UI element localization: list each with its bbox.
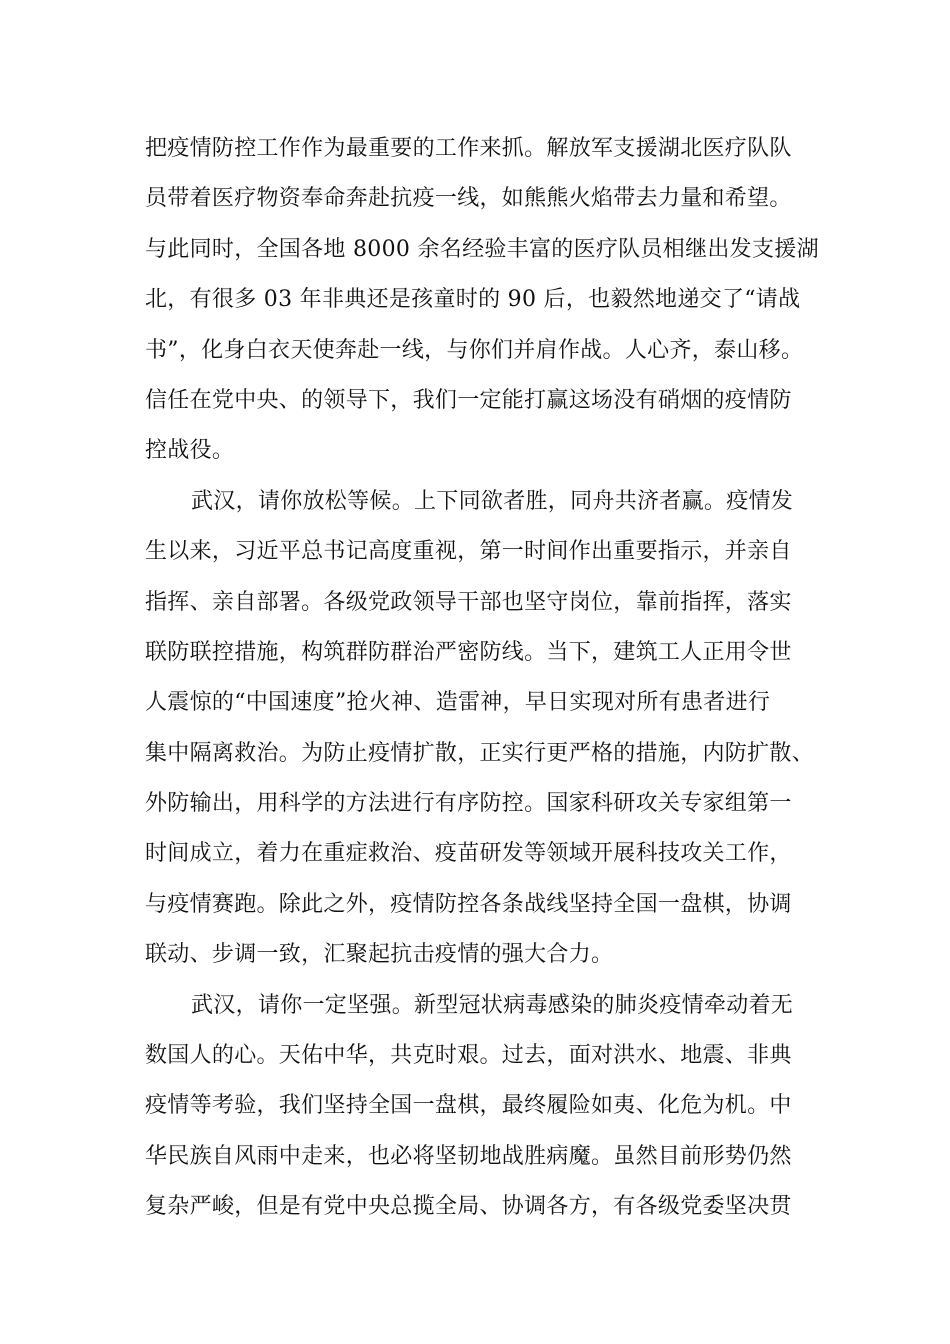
text-line: 复杂严峻，但是有党中央总揽全局、协调各方，有各级党委坚决贯 [145,1194,792,1220]
text-line: 与疫情赛跑。除此之外，疫情防控各条战线坚持全国一盘棋，协调 [145,891,792,917]
text-line: 联动、步调一致，汇聚起抗击疫情的强大合力。 [145,942,614,968]
text-line: 把疫情防控工作作为最重要的工作来抓。解放军支援湖北医疗队队 [145,136,792,161]
text-line: 人震惊的“中国速度”抢火神、造雷神，早日实现对所有患者进行 [145,690,771,716]
text-line: 北，有很多 03 年非典还是孩童时的 90 后，也毅然地递交了“请战 [145,287,801,313]
text-line: 员带着医疗物资奉命奔赴抗疫一线，如熊熊火焰带去力量和希望。 [145,186,792,212]
text-line: 数国人的心。天佑中华，共克时艰。过去，面对洪水、地震、非典 [145,1043,792,1069]
text-line: 控战役。 [145,438,235,464]
paragraph-1 [145,124,825,477]
text-line: 外防输出，用科学的方法进行有序防控。国家科研攻关专家组第一 [145,791,792,817]
text-line: 疫情等考验，我们坚持全国一盘棋，最终履险如夷、化危为机。中 [145,1093,792,1119]
text-line: 书”，化身白衣天使奔赴一线，与你们并肩作战。人心齐，泰山移。 [145,337,804,363]
text-line: 武汉，请你放松等候。上下同欲者胜，同舟共济者赢。疫情发 [191,488,794,514]
text-line: 时间成立，着力在重症救治、疫苗研发等领域开展科技攻关工作， [145,841,792,867]
text-line: 联防联控措施，构筑群防群治严密防线。当下，建筑工人正用令世 [145,639,792,665]
text-line: 生以来，习近平总书记高度重视，第一时间作出重要指示，并亲自 [145,539,792,565]
text-line: 信任在党中央、的领导下，我们一定能打赢这场没有硝烟的疫情防 [145,387,792,413]
text-line: 武汉，请你一定坚强。新型冠状病毒感染的肺炎疫情牵动着无 [191,992,794,1018]
document-body [145,124,825,1233]
paragraph-3 [145,981,825,1233]
text-line: 集中隔离救治。为防止疫情扩散，正实行更严格的措施，内防扩散、 [145,740,815,766]
text-line: 指挥、亲自部署。各级党政领导干部也坚守岗位，靠前指挥，落实 [145,589,792,615]
text-line: 华民族自风雨中走来，也必将坚韧地战胜病魔。虽然目前形势仍然 [145,1143,792,1169]
text-line: 与此同时，全国各地 8000 余名经验丰富的医疗队员相继出发支援湖 [145,236,819,262]
paragraph-2 [145,477,825,981]
